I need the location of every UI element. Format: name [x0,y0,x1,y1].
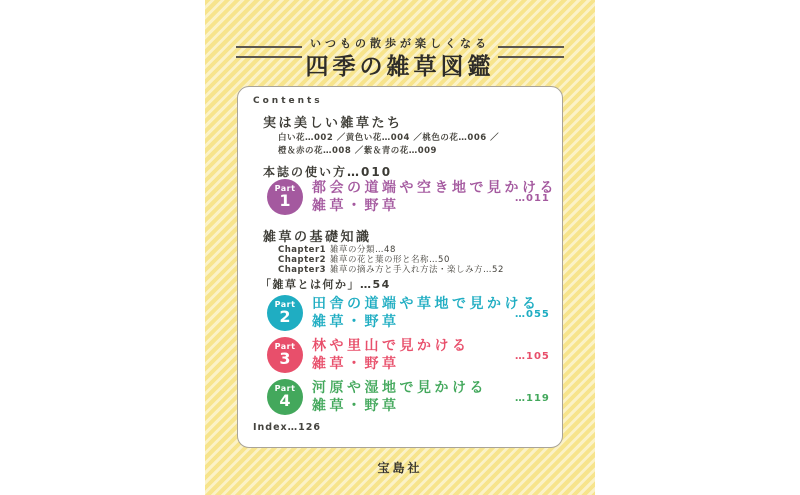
chapter-2-text: 雑草の花と葉の形と名称…50 [330,255,450,265]
chapter-1-text: 雑草の分類…48 [330,245,396,255]
contents-card [237,86,563,448]
how-to-use-entry: 本誌の使い方…010 [263,165,393,179]
part-2-titles [312,295,540,331]
chapter-2-label: Chapter2 [278,255,327,265]
book-title: 四季の雑草図鑑 [305,54,495,80]
part-word: Part [274,342,296,351]
book-subtitle: いつもの散歩が楽しくなる [310,37,490,50]
part-3-titles [312,337,470,373]
part-4-page: …119 [515,393,550,404]
part-4-entry [267,379,550,415]
part-2-subtitle: 雑草・野草 [312,314,400,330]
chapter-3-label: Chapter3 [278,265,327,275]
part-number: 4 [279,391,291,410]
part-number: 1 [279,191,291,210]
beautiful-weeds-line2: 橙＆赤の花…008 ／紫＆青の花…009 [278,146,437,156]
part-3-badge [267,337,303,373]
part-2-title: 田舎の道端や草地で見かける [312,296,540,312]
part-1-title: 都会の道端や空き地で見かける [312,180,557,196]
part-word: Part [274,300,296,309]
publisher-name: 宝島社 [377,461,423,475]
chapter-3-entry [278,263,504,275]
section-basics-heading: 雑草の基礎知識 [263,230,372,245]
chapter-1-label: Chapter1 [278,245,327,255]
contents-label: Contents [253,96,323,106]
chapter-3-text: 雑草の摘み方と手入れ方法・楽しみ方…52 [330,265,504,275]
part-number: 2 [279,307,291,326]
part-3-entry [267,337,550,373]
what-is-weed-entry: 「雑草とは何か」…54 [260,278,391,291]
index-entry: Index…126 [253,422,321,433]
part-1-entry [267,179,557,215]
part-2-badge [267,295,303,331]
part-3-page: …105 [515,351,550,362]
part-4-badge [267,379,303,415]
part-1-badge [267,179,303,215]
part-3-subtitle: 雑草・野草 [312,356,400,372]
striped-cover-background [205,0,595,495]
part-word: Part [274,384,296,393]
part-4-subtitle: 雑草・野草 [312,398,400,414]
part-4-title: 河原や湿地で見かける [312,380,487,396]
part-1-page: …011 [515,193,550,204]
beautiful-weeds-line1: 白い花…002 ／黄色い花…004 ／桃色の花…006 ／ [278,133,500,143]
part-2-entry [267,295,550,331]
part-4-titles [312,379,487,415]
part-1-subtitle: 雑草・野草 [312,198,400,214]
part-number: 3 [279,349,291,368]
part-2-page: …055 [515,309,550,320]
section-beautiful-weeds-heading: 実は美しい雑草たち [263,116,403,131]
part-word: Part [274,184,296,193]
part-3-title: 林や里山で見かける [312,338,470,354]
